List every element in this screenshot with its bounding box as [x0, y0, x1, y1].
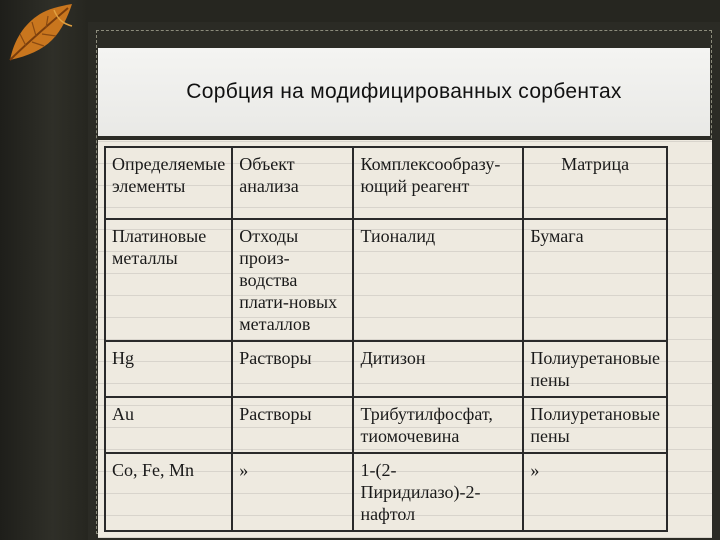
cell-object: Отходы произ-водства плати-новых металлов	[232, 219, 353, 341]
cell-elements: Платиновые металлы	[105, 219, 232, 341]
cell-reagent: 1-(2-Пиридилазо)-2-нафтол	[353, 453, 523, 531]
cell-matrix: Полиуретановые пены	[523, 397, 667, 453]
title-bar	[98, 48, 710, 136]
scanned-table-image	[98, 140, 712, 538]
table-header-row	[105, 147, 667, 219]
header-reagent: Комплексообразу-ющий реагент	[353, 147, 523, 219]
table-row	[105, 453, 667, 531]
cell-reagent: Трибутилфосфат, тиомочевина	[353, 397, 523, 453]
table-row	[105, 397, 667, 453]
cell-reagent: Тионалид	[353, 219, 523, 341]
table-row	[105, 219, 667, 341]
header-elements: Определяемые элементы	[105, 147, 232, 219]
cell-matrix: Бумага	[523, 219, 667, 341]
cell-reagent: Дитизон	[353, 341, 523, 397]
header-matrix: Матрица	[523, 147, 667, 219]
sorbent-table	[104, 146, 668, 532]
top-decor-band	[88, 0, 720, 22]
cell-elements: Au	[105, 397, 232, 453]
cell-object: Растворы	[232, 341, 353, 397]
cell-matrix: Полиуретановые пены	[523, 341, 667, 397]
cell-matrix: »	[523, 453, 667, 531]
left-decor-strip	[0, 0, 88, 540]
cell-object: Растворы	[232, 397, 353, 453]
cell-elements: Co, Fe, Mn	[105, 453, 232, 531]
autumn-leaf-icon	[2, 0, 80, 66]
header-object: Объект анализа	[232, 147, 353, 219]
table-row	[105, 341, 667, 397]
cell-elements: Hg	[105, 341, 232, 397]
slide-title: Сорбция на модифицированных сорбентах	[186, 80, 622, 103]
cell-object: »	[232, 453, 353, 531]
